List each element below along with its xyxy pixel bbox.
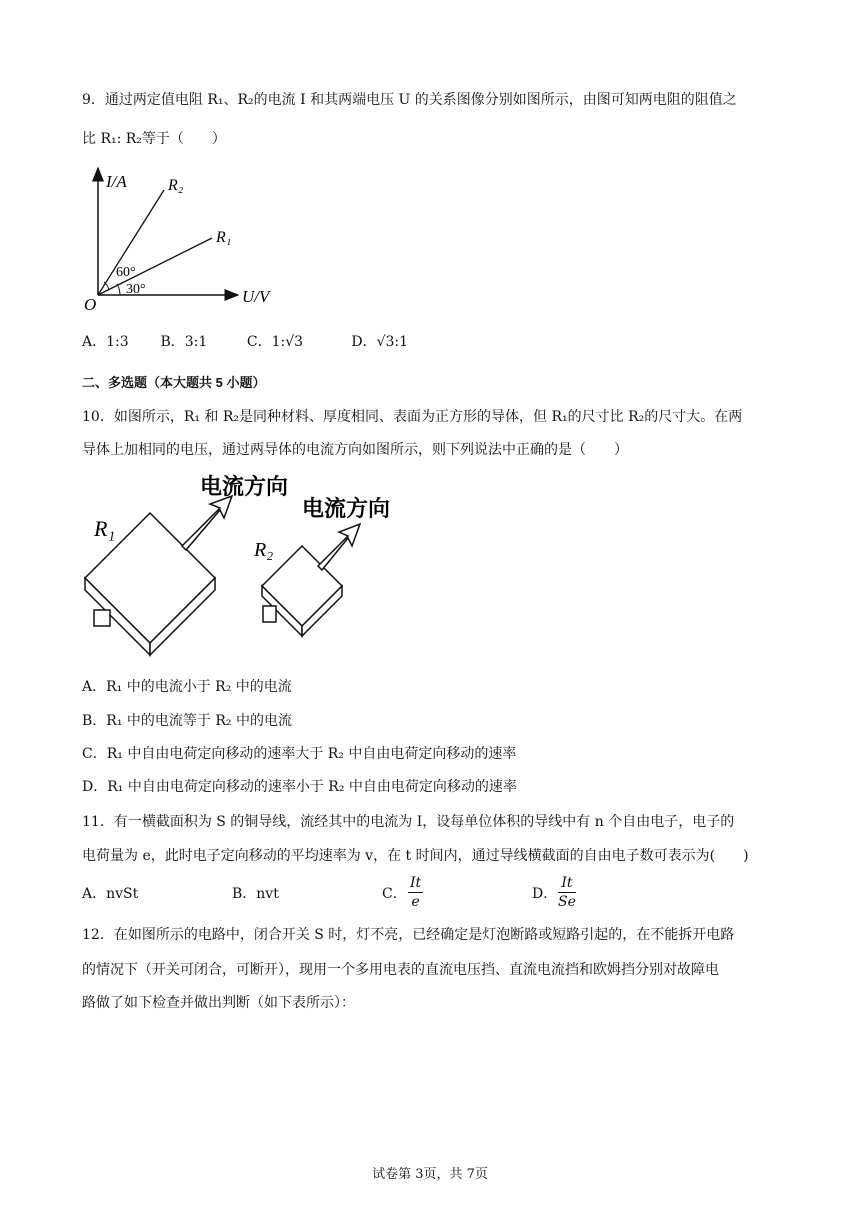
r1-label: R₁	[216, 229, 232, 246]
angle-60-label: 60°	[116, 265, 136, 280]
q12-stem-line2: 的情况下（开关可闭合，可断开），现用一个多用电表的直流电压挡、直流电流挡和欧姆挡分别对故障电	[82, 962, 719, 978]
q11-choice-c-denominator: e	[411, 894, 420, 910]
r2-current-direction-label: 电流方向	[302, 497, 391, 522]
q9-choice-c[interactable]: C．1:√3	[246, 334, 304, 350]
q10-stem-line1: 10．如图所示，R₁ 和 R₂是同种材料、厚度相同、表面为正方形的导体，但 R₁的尺寸比 R₂的尺寸大。在两	[82, 409, 743, 425]
q10-conductor-figure	[80, 468, 420, 668]
q11-choice-a[interactable]: A．nvSt	[82, 886, 139, 902]
q10-option-a[interactable]: A．R₁ 中的电流小于 R₂ 中的电流	[82, 679, 292, 695]
section-title-multiple-choice: 二、多选题（本大题共 5 小题）	[82, 375, 266, 390]
q11-choice-b[interactable]: B．nvt	[232, 886, 279, 902]
q11-stem-line2: 电荷量为 e，此时电子定向移动的平均速率为 v，在 t 时间内，通过导线横截面的自由电子数可表示为( )	[82, 848, 749, 864]
q9-iu-graph	[80, 160, 300, 320]
r2-current-arrow	[318, 524, 360, 570]
y-axis-label: I/A	[106, 172, 127, 191]
q9-stem-line2: 比 R₁: R₂等于（ ）	[82, 131, 226, 147]
q11-choice-d-denominator: Se	[558, 894, 576, 910]
angle-arc-60	[104, 282, 109, 290]
r1-figure-label: R₁	[94, 516, 116, 541]
angle-arc-30	[117, 284, 120, 295]
q10-option-d[interactable]: D．R₁ 中自由电荷定向移动的速率小于 R₂ 中自由电荷定向移动的速率	[82, 779, 517, 795]
q10-option-b[interactable]: B．R₁ 中的电流等于 R₂ 中的电流	[82, 713, 292, 729]
q9-choice-d[interactable]: D．√3:1	[351, 334, 409, 350]
r1-terminal	[94, 610, 110, 626]
angle-30-label: 30°	[126, 282, 146, 297]
q9-choice-b[interactable]: B．3:1	[160, 334, 208, 350]
q9-choice-a[interactable]: A．1:3	[82, 334, 129, 350]
x-axis-label: U/V	[242, 287, 270, 306]
q12-stem-line1: 12．在如图所示的电路中，闭合开关 S 时，灯不亮，已经确定是灯泡断路或短路引起的，在不能拆开电路	[82, 927, 735, 943]
r1-current-direction-label: 电流方向	[200, 475, 289, 500]
r2-terminal	[263, 606, 276, 622]
q9-stem-line1: 9．通过两定值电阻 R₁、R₂的电流 I 和其两端电压 U 的关系图像分别如图所示，由图可知两电阻的阻值之	[82, 92, 737, 108]
origin-label: O	[84, 295, 97, 314]
q11-choice-c-fraction[interactable]	[408, 874, 423, 911]
r1-current-arrow	[182, 496, 232, 550]
q10-option-c[interactable]: C．R₁ 中自由电荷定向移动的速率大于 R₂ 中自由电荷定向移动的速率	[82, 746, 517, 762]
r2-figure-label: R₂	[254, 539, 274, 561]
q11-choice-d-numerator: It	[558, 874, 576, 893]
q11-choice-d-fraction[interactable]	[558, 874, 576, 911]
q12-stem-line3: 路做了如下检查并做出判断（如下表所示）：	[82, 995, 355, 1011]
q11-stem-line1: 11．有一横截面积为 S 的铜导线，流经其中的电流为 I，设每单位体积的导线中有 n 个自由电子，电子的	[82, 814, 735, 830]
q11-choice-c-numerator: It	[410, 875, 422, 891]
q10-stem-line2: 导体上加相同的电压，通过两导体的电流方向如图所示，则下列说法中正确的是（ ）	[82, 442, 628, 458]
page-footer: 试卷第 3页，共 7页	[372, 1167, 488, 1182]
q11-choice-c-prefix[interactable]: C．	[382, 886, 407, 902]
q9-choices	[82, 332, 431, 352]
r2-label: R₂	[168, 177, 184, 194]
q11-choice-d-prefix[interactable]: D．	[532, 886, 558, 902]
